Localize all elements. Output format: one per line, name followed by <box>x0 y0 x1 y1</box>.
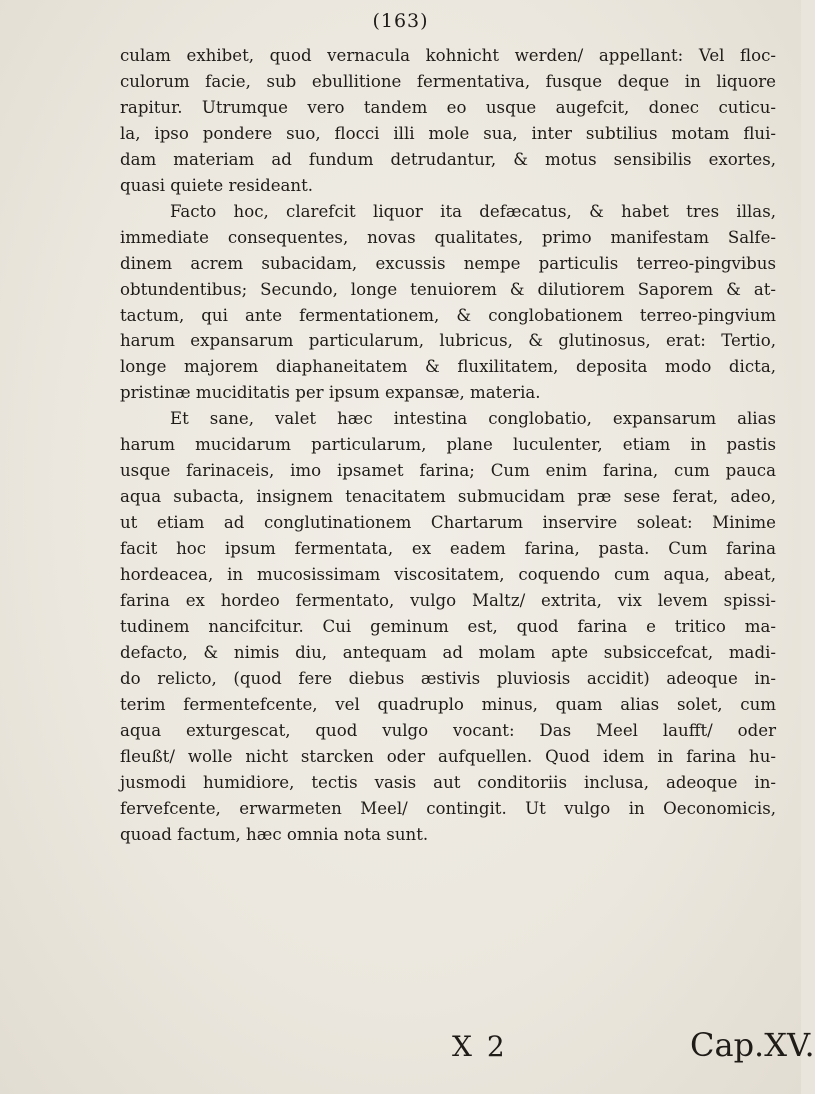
text-line: do relicto, (quod fere diebus æstivis pluviosis accidit) adeoque in- <box>120 668 776 688</box>
text-line: immediate consequentes, novas qualitates, primo manifestam Salfe- <box>120 227 776 247</box>
text-line: quoad factum, hæc omnia nota sunt. <box>120 824 429 844</box>
text-line: hordeacea, in mucosissimam viscositatem, coquendo cum aqua, abeat, <box>120 565 776 585</box>
text-line: fleußt/ wolle nicht starcken oder aufquellen. Quod idem in farina hu- <box>120 746 776 766</box>
text-line: tactum, qui ante fermentationem, & conglobationem terreo-pingvium <box>120 305 776 325</box>
text-line: defacto, & nimis diu, antequam ad molam apte subsiccefcat, madi- <box>120 642 776 662</box>
text-line: pristinæ muciditatis per ipsum expansæ, materia. <box>120 383 541 403</box>
text-line: rapitur. Utrumque vero tandem eo usque augefcit, donec cuticu- <box>120 97 776 117</box>
text-line: quasi quiete residеant. <box>120 175 314 195</box>
text-line: harum expansarum particularum, lubricus, & glutinosus, erat: Tertio, <box>120 331 776 351</box>
text-line: culam exhibet, quod vernacula kohnicht werden/ appellant: Vel floc- <box>120 46 776 65</box>
text-line: dam materiam ad fundum detrudantur, & motus sensibilis exortes, <box>120 149 776 169</box>
text-line: aqua subacta, insignem tenacitatem submucidam præ sese ferat, adeo, <box>120 487 776 507</box>
catchword: Cap.XV. <box>690 1026 815 1064</box>
text-line: longe majorem diaphaneitatem & fluxilitatem, deposita modo dicta, <box>120 357 776 377</box>
body-text <box>120 43 776 848</box>
text-line: facit hoc ipsum fermentata, ex eadem farina, pasta. Cum farina <box>120 539 776 559</box>
text-line: Et sane, valet hæc intestina conglobatio, expansarum alias <box>170 409 776 429</box>
text-line: la, ipso pondere suo, flocci illi mole sua, inter subtilius motam flui- <box>120 123 776 143</box>
text-line: tudinem nancifcitur. Cui geminum est, quod farina e tritico ma- <box>120 616 776 636</box>
text-line: culorum facie, sub ebullitione fermentativa, fusque deque in liquore <box>120 71 776 91</box>
text-line: dinem acrem subacidam, excussis nempe particulis terreo-pingvibus <box>120 253 776 273</box>
text-line: fervefcente, erwarmeten Meel/ contingit. Ut vulgo in Oeconomicis, <box>120 798 776 818</box>
text-line: Facto hoc, clarefcit liquor ita defæcatus, & habet tres illas, <box>170 201 776 221</box>
text-line: harum mucidarum particularum, plane luculenter, etiam in pastis <box>120 435 776 455</box>
text-line: obtundentibus; Secundo, longe tenuiorem & dilutiorem Saporem & at- <box>120 279 776 299</box>
signature-mark: X 2 <box>452 1030 508 1063</box>
text-line: terim fermentefcente, vel quadruplo minus, quam alias solet, cum <box>120 694 776 714</box>
text-line: usque farinaceis, imo ipsamet farina; Cum enim farina, cum pauca <box>120 461 776 481</box>
text-line: ut etiam ad conglutinationem Chartarum inservire soleat: Minime <box>120 513 776 533</box>
page-number-header: (163) <box>372 10 429 32</box>
text-line: jusmodi humidiore, tectis vasis aut conditoriis inclusa, adeoque in- <box>120 772 776 792</box>
text-line: aqua exturgescat, quod vulgo vocant: Das Meel laufft/ oder <box>120 720 776 740</box>
text-line: farina ex hordeo fermentato, vulgo Maltz/ extrita, vix levem spissi- <box>120 591 776 611</box>
